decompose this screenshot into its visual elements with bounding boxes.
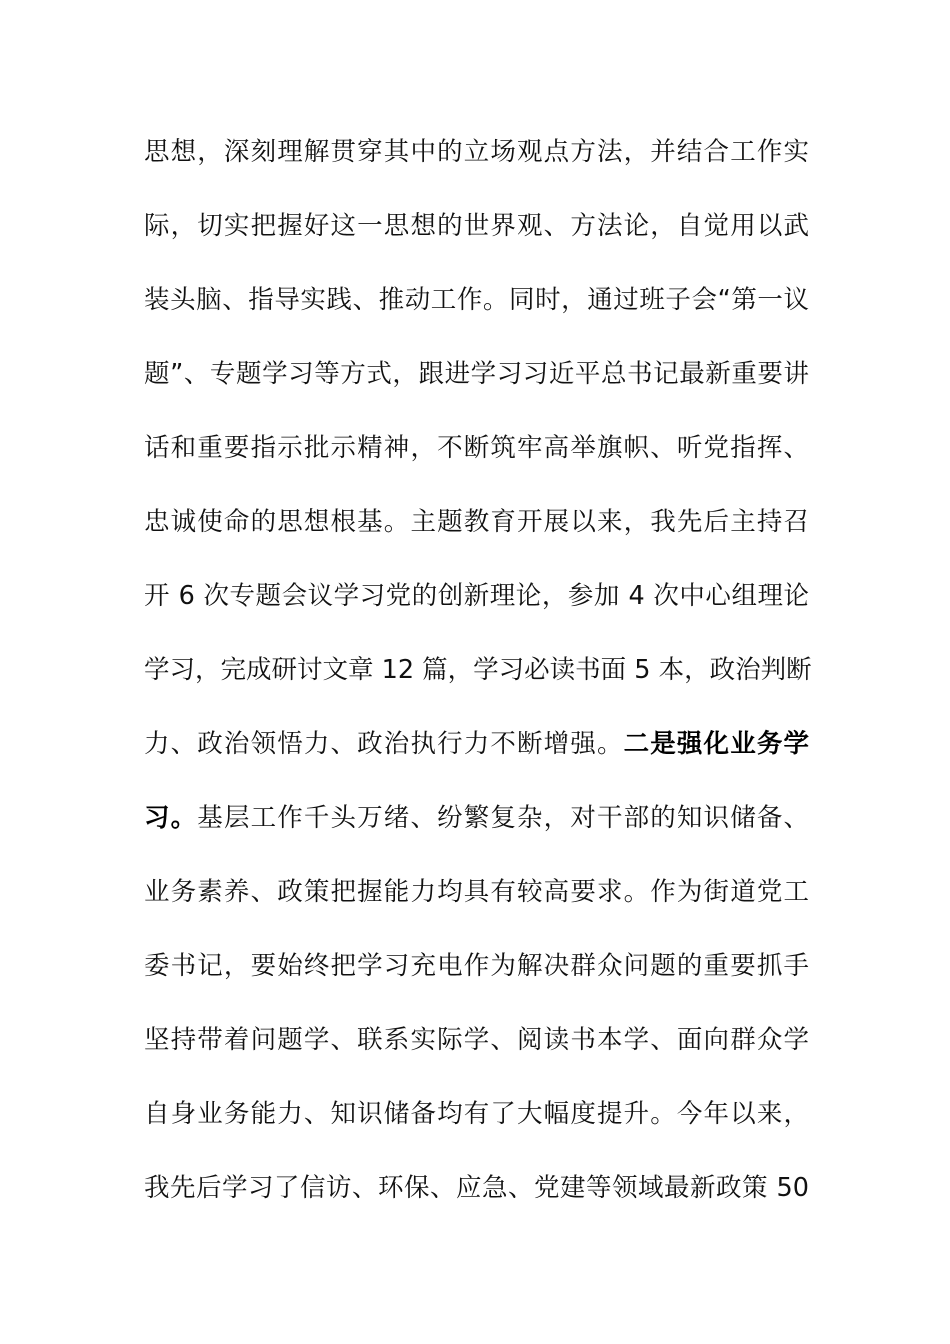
text-line — [144, 720, 809, 794]
text-line — [144, 868, 809, 942]
text-segment: 学习，完成研讨文章 12 篇，学习必读书面 5 本，政治判断 — [144, 655, 812, 685]
text-segment: 自身业务能力、知识储备均有了大幅度提升。今年以来， — [144, 1099, 809, 1129]
text-line — [144, 424, 809, 498]
bold-heading-segment: 习。 — [144, 803, 198, 833]
text-line — [144, 1164, 809, 1238]
text-segment: 题”、专题学习等方式，跟进学习习近平总书记最新重要讲 — [144, 359, 809, 389]
text-segment: 坚持带着问题学、联系实际学、阅读书本学、面向群众学 — [144, 1025, 809, 1055]
text-line — [144, 1090, 809, 1164]
text-line — [144, 1016, 809, 1090]
text-line — [144, 646, 812, 720]
text-segment: 话和重要指示批示精神，不断筑牢高举旗帜、听党指挥、 — [144, 433, 809, 463]
text-line — [144, 572, 809, 646]
body-text — [144, 128, 812, 1238]
text-segment: 际，切实把握好这一思想的世界观、方法论，自觉用以武 — [144, 211, 809, 241]
text-segment: 装头脑、指导实践、推动工作。同时，通过班子会“第一议 — [144, 285, 809, 315]
text-line — [144, 202, 809, 276]
text-segment: 我先后学习了信访、环保、应急、党建等领域最新政策 50 — [144, 1173, 809, 1203]
text-segment: 基层工作千头万绪、纷繁复杂，对干部的知识储备、 — [197, 803, 809, 833]
text-line — [144, 350, 809, 424]
bold-heading-segment: 二是强化业务学 — [623, 729, 809, 759]
text-segment: 业务素养、政策把握能力均具有较高要求。作为街道党工 — [144, 877, 809, 907]
text-line — [144, 794, 809, 868]
text-line — [144, 128, 809, 202]
text-segment: 开 6 次专题会议学习党的创新理论，参加 4 次中心组理论 — [144, 581, 809, 611]
text-segment: 力、政治领悟力、政治执行力不断增强。 — [144, 729, 624, 759]
text-segment: 思想，深刻理解贯穿其中的立场观点方法，并结合工作实 — [144, 137, 809, 167]
text-line — [144, 276, 809, 350]
text-line — [144, 498, 809, 572]
text-segment: 委书记，要始终把学习充电作为解决群众问题的重要抓手 — [144, 951, 809, 981]
text-line — [144, 942, 809, 1016]
text-segment: 忠诚使命的思想根基。主题教育开展以来，我先后主持召 — [144, 507, 809, 537]
